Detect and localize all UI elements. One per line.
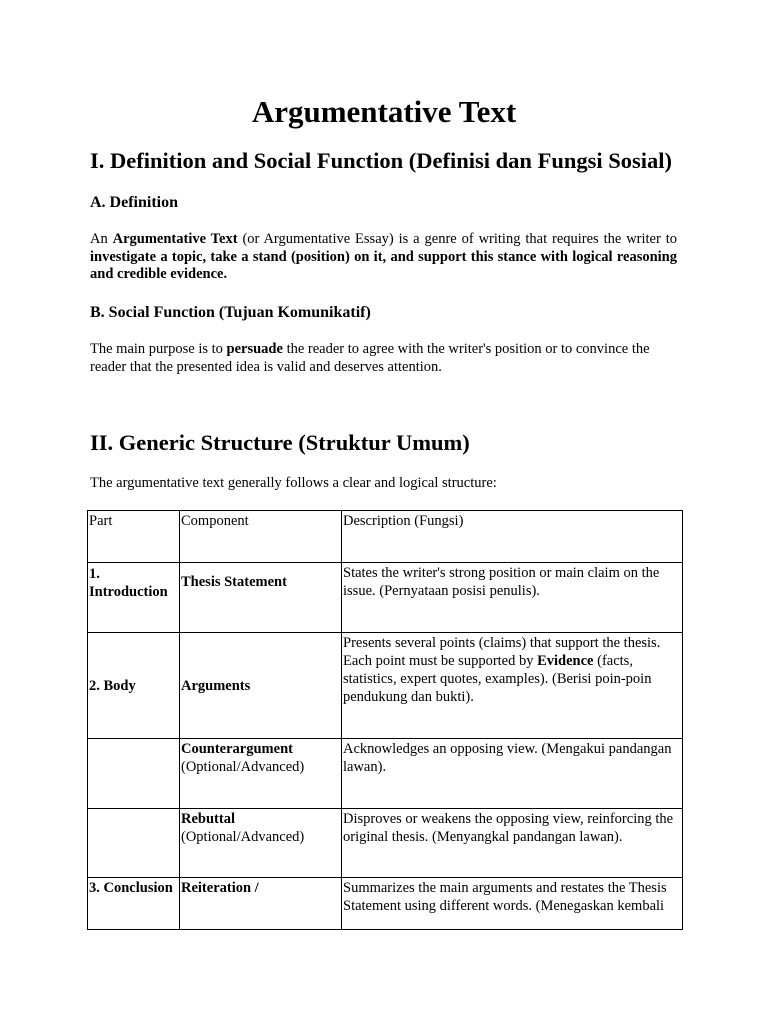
table-row bbox=[88, 563, 683, 633]
social-function-text-2: the reader to agree with the writer's position or to convince the reader that the presented idea is valid and deserves attention. bbox=[90, 341, 650, 375]
row-part bbox=[88, 809, 180, 878]
structure-intro: The argumentative text generally follows a clear and logical structure: bbox=[90, 475, 497, 491]
section-1-heading: I. Definition and Social Function (Definisi dan Fungsi Sosial) bbox=[90, 148, 672, 173]
definition-text-2: (or Argumentative Essay) is a genre of writing that requires the writer to bbox=[237, 231, 677, 247]
row-component: Reiteration / bbox=[180, 878, 342, 930]
row-component: Rebuttal (Optional/Advanced) bbox=[180, 809, 342, 878]
social-function-paragraph bbox=[90, 341, 677, 376]
row-description: Disproves or weakens the opposing view, reinforcing the original thesis. (Menyangkal pandangan lawan). bbox=[342, 809, 683, 878]
definition-text-1: An bbox=[90, 231, 113, 247]
document-title: Argumentative Text bbox=[251, 94, 517, 129]
row-part: 2. Body bbox=[88, 633, 180, 739]
row-description: States the writer's strong position or main claim on the issue. (Pernyataan posisi penulis). bbox=[342, 563, 683, 633]
row-component: Counterargument (Optional/Advanced) bbox=[180, 739, 342, 809]
row-part: 3. Conclusion bbox=[88, 878, 180, 930]
row-component: Thesis Statement bbox=[180, 563, 342, 633]
row-description: Acknowledges an opposing view. (Mengakui pandangan lawan). bbox=[342, 739, 683, 809]
definition-heading: A. Definition bbox=[90, 194, 178, 211]
row-description: Summarizes the main arguments and restates the Thesis Statement using different words. (Menegaskan kembali bbox=[342, 878, 683, 930]
definition-term: Argumentative Text bbox=[112, 231, 238, 247]
table-row bbox=[88, 739, 683, 809]
header-description: Description (Fungsi) bbox=[342, 511, 683, 563]
row-component: Arguments bbox=[180, 633, 342, 739]
table-row bbox=[88, 633, 683, 739]
header-component: Component bbox=[180, 511, 342, 563]
row-part: 1. Introduction bbox=[88, 563, 180, 633]
section-2-heading: II. Generic Structure (Struktur Umum) bbox=[90, 430, 470, 455]
social-function-heading: B. Social Function (Tujuan Komunikatif) bbox=[90, 304, 371, 321]
definition-paragraph bbox=[90, 231, 677, 284]
table-row bbox=[88, 809, 683, 878]
header-part: Part bbox=[88, 511, 180, 563]
table-header-row bbox=[88, 511, 683, 563]
row-description: Presents several points (claims) that support the thesis. Each point must be supported by Evidence (facts, statistics, expert quotes, examples). (Berisi poin-poin pendukung dan bukti). bbox=[342, 633, 683, 739]
social-function-text-1: The main purpose is to bbox=[90, 341, 227, 357]
definition-emphasis: investigate a topic, take a stand (position) on it, and support this stance with logical reasoning and credible evidence. bbox=[90, 248, 677, 282]
table-row bbox=[88, 878, 683, 930]
social-function-keyword: persuade bbox=[226, 341, 283, 357]
structure-table bbox=[87, 510, 683, 930]
row-part bbox=[88, 739, 180, 809]
